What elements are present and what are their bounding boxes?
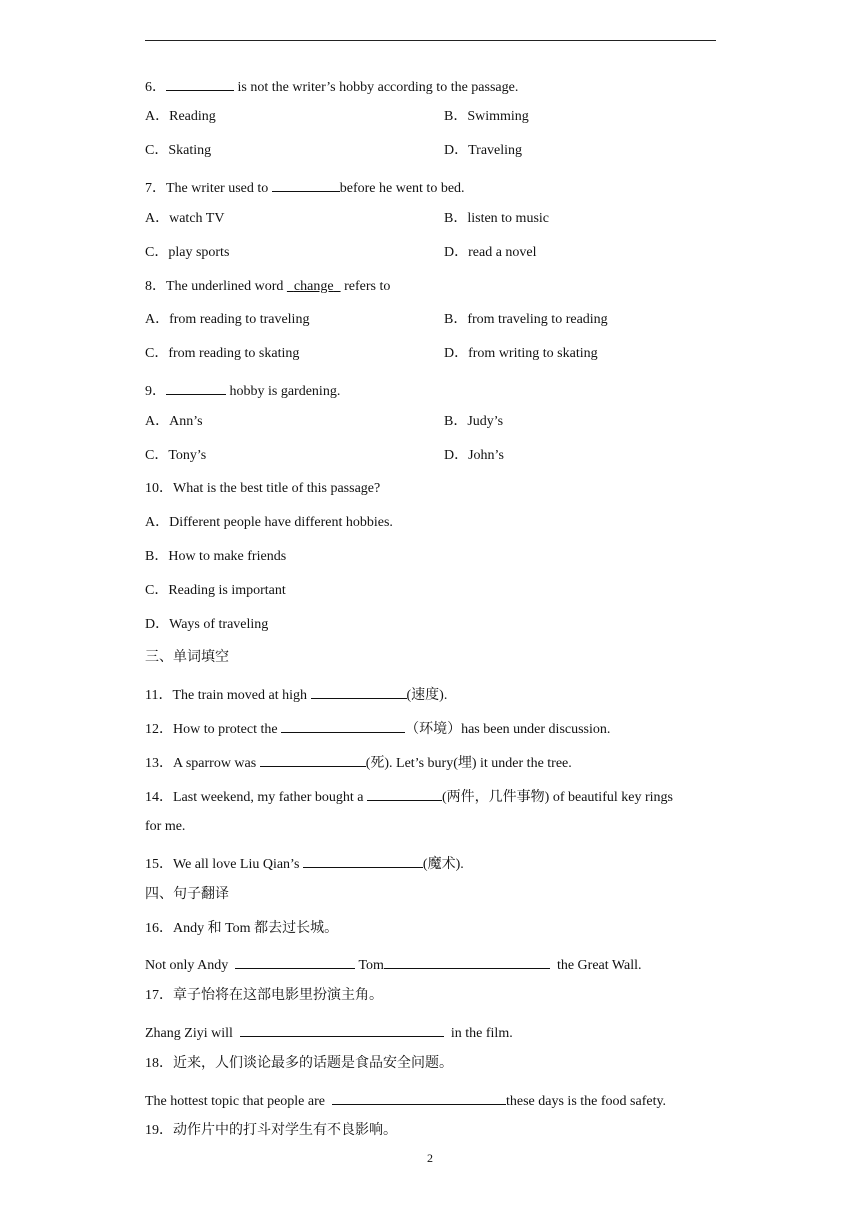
option-c[interactable]: C．play sports: [145, 245, 230, 260]
question-9: [145, 379, 340, 401]
question-text: hobby is gardening.: [226, 384, 341, 399]
answer-blank[interactable]: [166, 75, 234, 91]
question-text-after: before he went to bed.: [339, 181, 465, 196]
option-a[interactable]: A．Reading: [145, 109, 216, 124]
option-d[interactable]: D．from writing to skating: [444, 346, 598, 361]
question-11: [145, 683, 447, 705]
question-text: is not the writer’s hobby according to the passage.: [234, 80, 519, 95]
question-text: 7．The writer used to: [145, 181, 272, 196]
question-15: [145, 852, 464, 874]
question-18-answer: [145, 1089, 666, 1111]
question-number: 6．: [145, 80, 166, 95]
option-a[interactable]: A．from reading to traveling: [145, 312, 310, 327]
question-8: [145, 278, 390, 296]
option-b[interactable]: B．How to make friends: [145, 549, 287, 564]
question-12: [145, 717, 610, 739]
question-16-prompt: 16．Andy 和 Tom 都去过长城。: [145, 921, 339, 936]
sentence-part: Tom: [355, 958, 384, 973]
sentence-part: The hottest topic that people are: [145, 1094, 329, 1109]
question-16-answer: [145, 953, 641, 975]
question-number: 9．: [145, 384, 166, 399]
sentence-part: in the film.: [447, 1026, 513, 1041]
page-number: 2: [427, 1151, 433, 1165]
answer-blank[interactable]: [260, 751, 366, 767]
answer-blank[interactable]: [332, 1089, 506, 1105]
question-6: [145, 75, 518, 97]
option-b[interactable]: B．from traveling to reading: [444, 312, 608, 327]
option-a[interactable]: A．Different people have different hobbies.: [145, 515, 393, 530]
question-text-after: refers to: [340, 279, 391, 294]
question-hint: （环境）has been under discussion.: [405, 722, 611, 737]
underlined-word-text: change: [293, 279, 334, 294]
sentence-part: these days is the food safety.: [506, 1094, 667, 1109]
question-7: [145, 176, 465, 198]
sentence-part: the Great Wall.: [553, 958, 642, 973]
answer-blank[interactable]: [367, 785, 442, 801]
option-c[interactable]: C．Tony’s: [145, 448, 207, 463]
section-heading: 三、单词填空: [145, 650, 229, 665]
option-d[interactable]: D．read a novel: [444, 245, 537, 260]
question-text: 13．A sparrow was: [145, 756, 260, 771]
question-hint: (两件，几件事物) of beautiful key rings: [442, 790, 673, 805]
option-b[interactable]: B．Swimming: [444, 109, 529, 124]
answer-blank[interactable]: [384, 953, 550, 969]
underlined-word: [287, 279, 341, 294]
option-c[interactable]: C．Reading is important: [145, 583, 286, 598]
question-hint: (速度).: [406, 688, 448, 703]
question-14: [145, 785, 673, 807]
header-rule: [145, 40, 716, 41]
question-19-prompt: 19．动作片中的打斗对学生有不良影响。: [145, 1123, 397, 1138]
question-text: 12．How to protect the: [145, 722, 282, 737]
answer-blank[interactable]: [240, 1021, 444, 1037]
answer-blank[interactable]: [281, 717, 405, 733]
question-17-prompt: 17．章子怡将在这部电影里扮演主角。: [145, 988, 383, 1003]
sentence-part: Not only Andy: [145, 958, 232, 973]
question-text: 11．The train moved at high: [145, 688, 311, 703]
option-d[interactable]: D．John’s: [444, 448, 504, 463]
option-a[interactable]: A．Ann’s: [145, 414, 203, 429]
answer-blank[interactable]: [166, 379, 226, 395]
question-text: 15．We all love Liu Qian’s: [145, 857, 303, 872]
sentence-part: Zhang Ziyi will: [145, 1026, 237, 1041]
option-a[interactable]: A．watch TV: [145, 211, 225, 226]
answer-blank[interactable]: [272, 176, 340, 192]
question-13: [145, 751, 572, 773]
question-text: 8．The underlined word: [145, 279, 287, 294]
answer-blank[interactable]: [311, 683, 407, 699]
option-d[interactable]: D．Traveling: [444, 143, 523, 158]
question-14-continued: for me.: [145, 819, 186, 834]
question-hint: (魔术).: [422, 857, 464, 872]
option-c[interactable]: C．Skating: [145, 143, 212, 158]
option-b[interactable]: B．listen to music: [444, 211, 549, 226]
question-18-prompt: 18．近来，人们谈论最多的话题是食品安全问题。: [145, 1056, 453, 1071]
question-text: 14．Last weekend, my father bought a: [145, 790, 367, 805]
option-c[interactable]: C．from reading to skating: [145, 346, 300, 361]
option-d[interactable]: D．Ways of traveling: [145, 617, 269, 632]
option-b[interactable]: B．Judy’s: [444, 414, 504, 429]
question-hint: (死). Let’s bury(埋) it under the tree.: [365, 756, 572, 771]
section-heading: 四、句子翻译: [145, 887, 229, 902]
answer-blank[interactable]: [303, 852, 423, 868]
question-17-answer: [145, 1021, 513, 1043]
answer-blank[interactable]: [235, 953, 355, 969]
question-10: 10．What is the best title of this passage?: [145, 481, 381, 496]
